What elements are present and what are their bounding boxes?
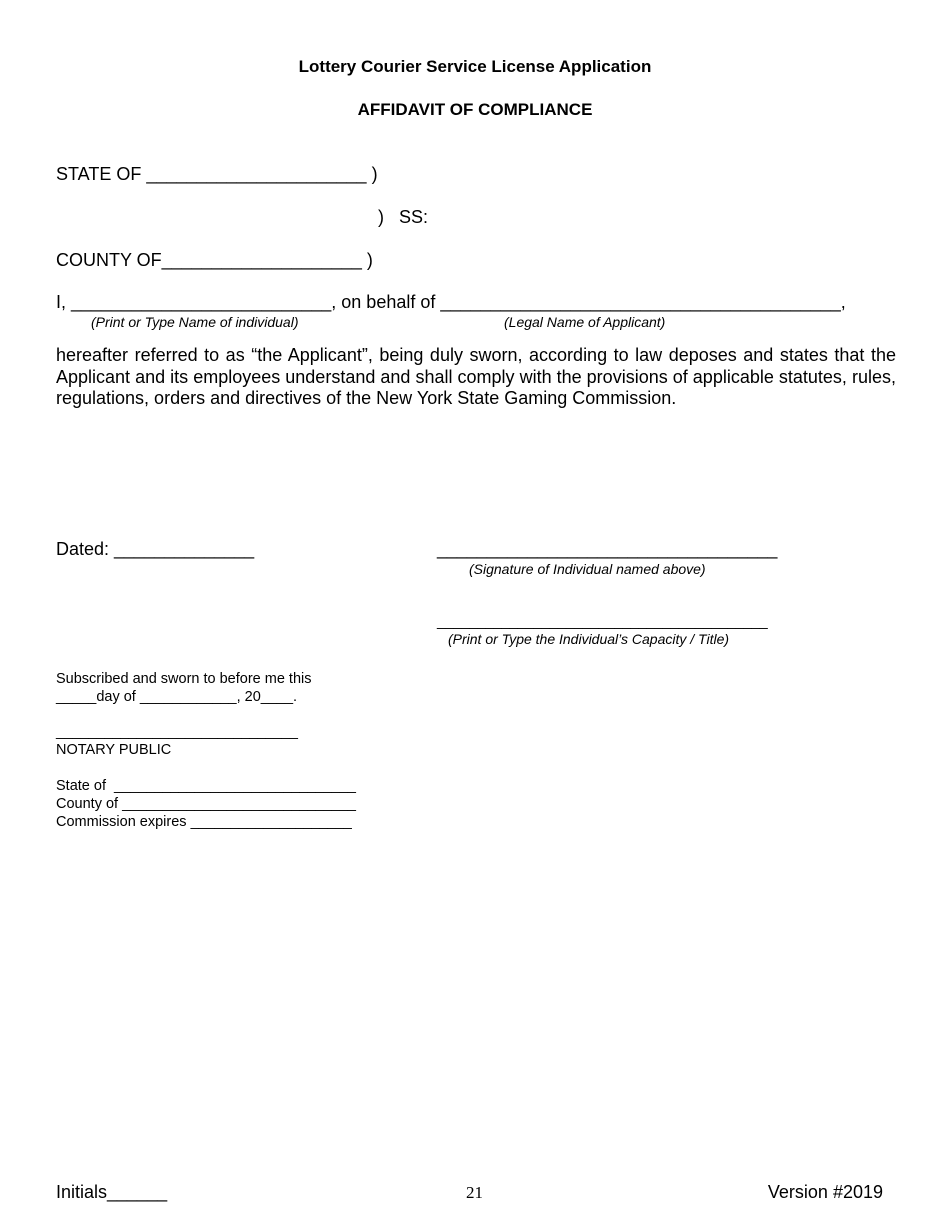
signature-line[interactable]: __________________________________ [437, 539, 778, 559]
declarant-line[interactable]: I, __________________________, on behalf of ________________________________________, [56, 292, 846, 312]
sworn-date-field[interactable]: _____day of ____________, 20____. [56, 689, 298, 705]
version-label: Version #2019 [767, 1182, 883, 1202]
county-of-field[interactable]: COUNTY OF____________________ ) [56, 250, 373, 270]
notary-signature-line[interactable]: ______________________________ [56, 724, 298, 740]
form-title: Lottery Courier Service License Application [298, 57, 652, 76]
ss-marker: ) SS: [378, 207, 429, 227]
notary-county-field[interactable]: County of _____________________________ [56, 796, 356, 812]
sworn-statement: Subscribed and sworn to before me this [56, 671, 312, 687]
title-caption: (Print or Type the Individual’s Capacity / Title) [448, 631, 730, 647]
page-number: 21 [466, 1183, 483, 1202]
state-of-field[interactable]: STATE OF ______________________ ) [56, 164, 378, 184]
initials-field[interactable]: Initials______ [56, 1182, 168, 1202]
affidavit-statement: hereafter referred to as “the Applicant”, being duly sworn, according to law deposes and states that the Applicant and its employees understand and shall comply with the provisions of applicable statutes, rules, regulations, orders and directives of the New York State Gaming Commission. [56, 345, 896, 408]
notary-state-field[interactable]: State of ______________________________ [56, 778, 356, 794]
dated-field[interactable]: Dated: ______________ [56, 539, 255, 559]
applicant-name-caption: (Legal Name of Applicant) [504, 314, 666, 330]
notary-public-label: NOTARY PUBLIC [56, 742, 172, 758]
commission-expires-field[interactable]: Commission expires ____________________ [56, 814, 352, 830]
individual-name-caption: (Print or Type Name of individual) [91, 314, 299, 330]
affidavit-heading: AFFIDAVIT OF COMPLIANCE [357, 100, 593, 119]
title-line[interactable]: _________________________________________ [437, 614, 768, 630]
signature-caption: (Signature of Individual named above) [469, 561, 706, 577]
